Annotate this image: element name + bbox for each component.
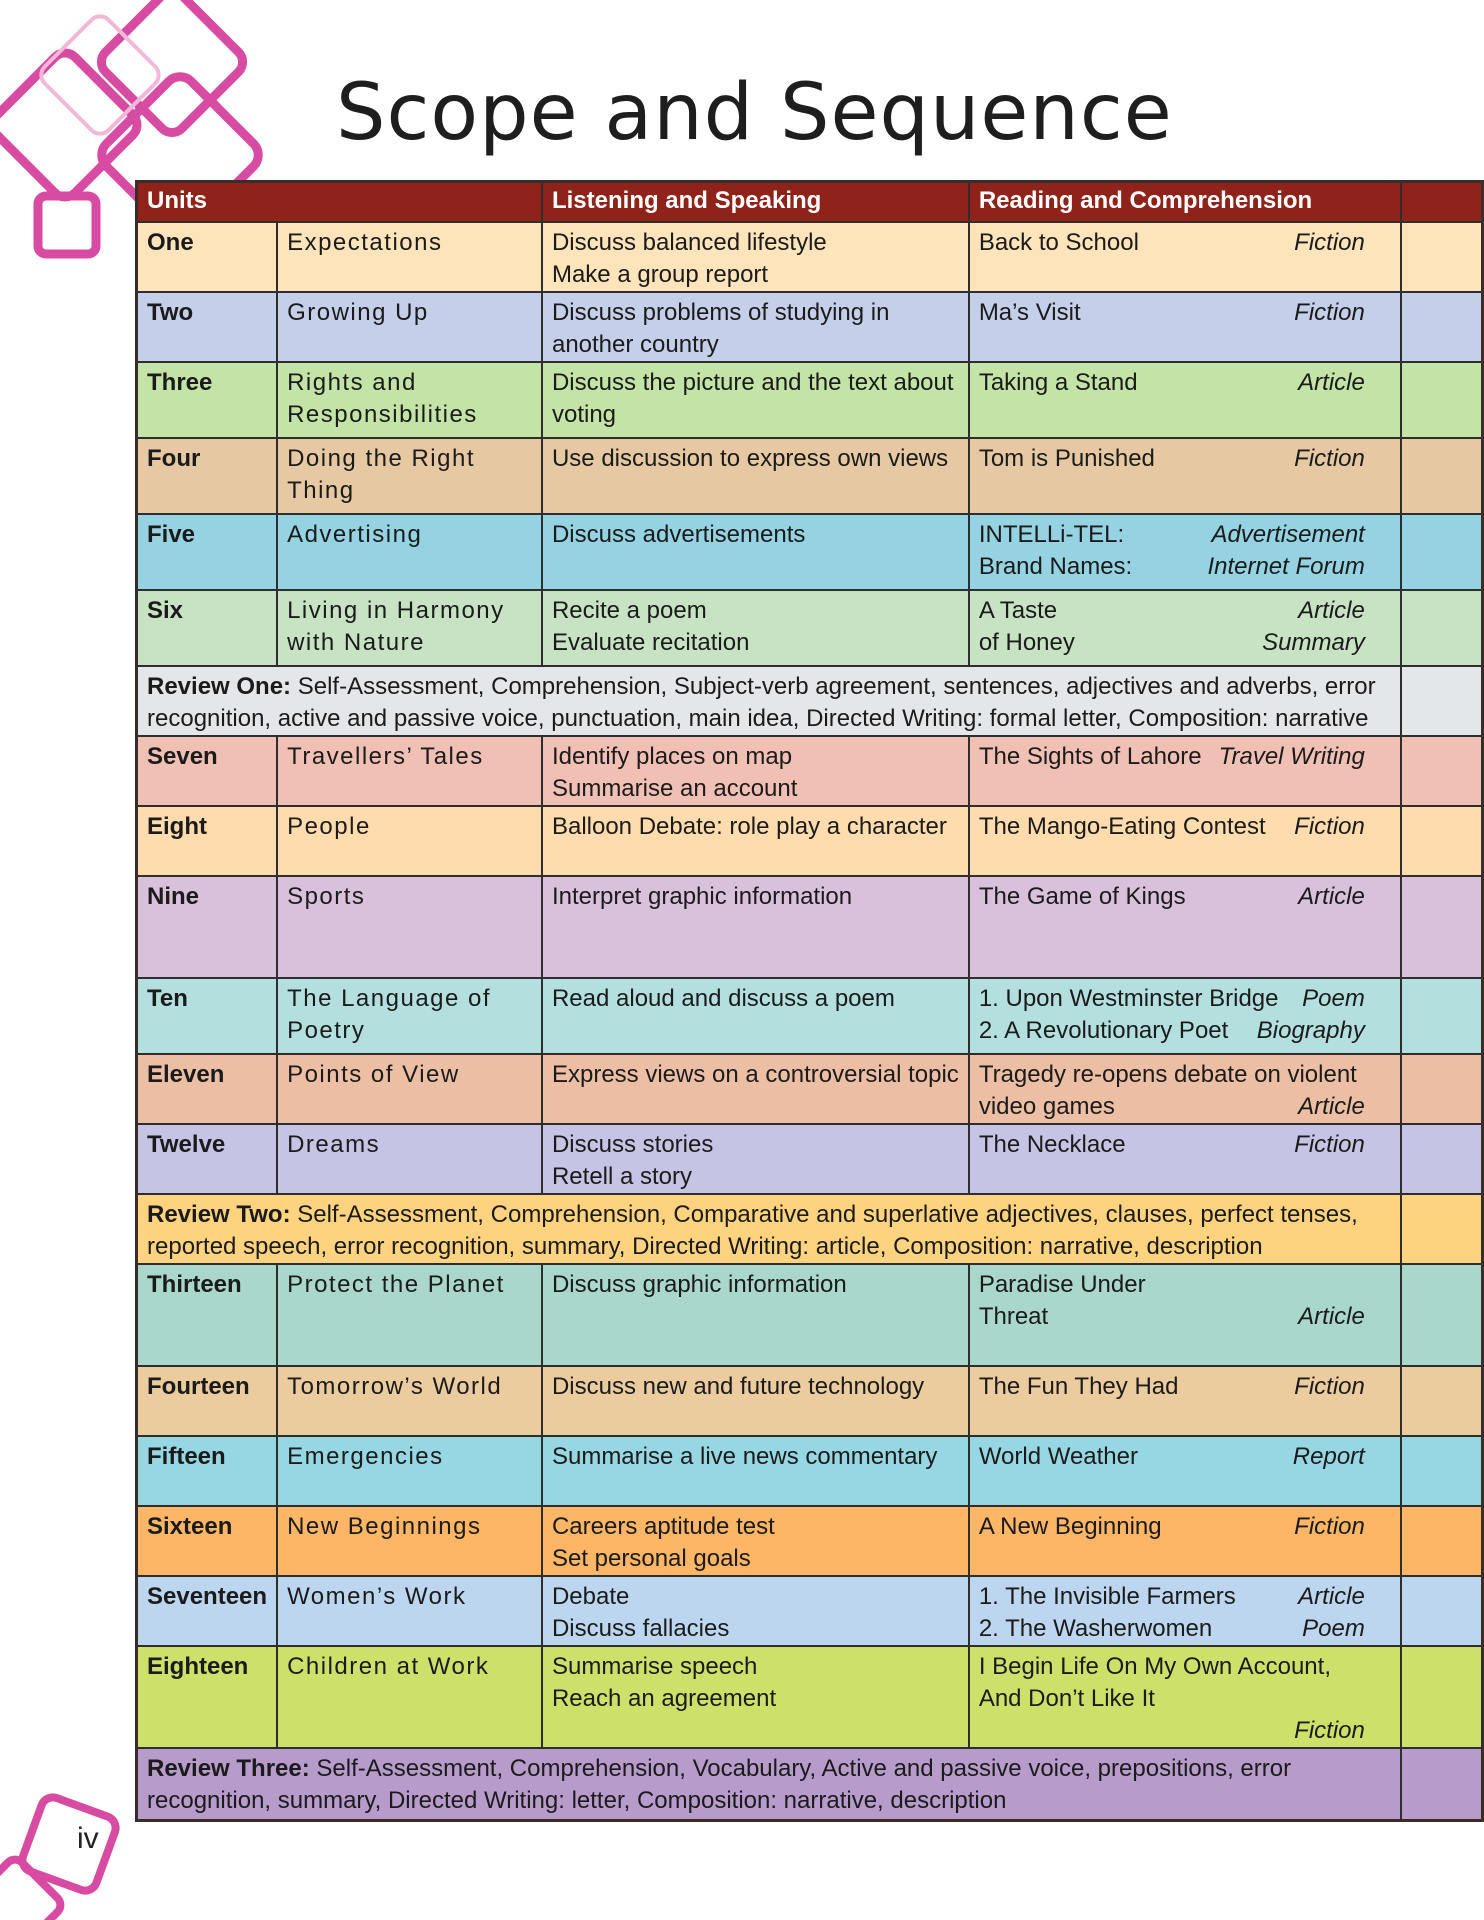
review-label: Review One: (147, 673, 292, 700)
reading-cell (969, 876, 1401, 978)
listening-speaking-cell (542, 1054, 969, 1124)
extra-column-cell (1401, 666, 1483, 736)
reading-title: I Begin Life On My Own Account, (978, 1653, 1331, 1680)
listening-item: Careers aptitude test (551, 1513, 775, 1540)
table-row (137, 1646, 1483, 1748)
reading-item (979, 881, 1391, 913)
unit-number: Ten (137, 978, 278, 1054)
unit-number: Five (137, 514, 278, 590)
reading-title: Paradise Under (978, 1271, 1146, 1298)
extra-column-cell (1401, 362, 1483, 438)
reading-cell (969, 978, 1401, 1054)
unit-theme: People (277, 806, 542, 876)
listening-item: Interpret graphic information (551, 883, 853, 910)
review-text: Self-Assessment, Comprehension, Subject-verb agreement, sentences, adjectives and adverbs, error recognition, active and passive voice, punctuation, main idea, Directed Writing: formal letter, Composition: narrative (147, 673, 1376, 732)
listening-item: Read aloud and discuss a poem (551, 985, 895, 1012)
reading-cell (969, 736, 1401, 806)
header-listening-speaking: Listening and Speaking (542, 182, 969, 223)
reading-title: Back to School (978, 229, 1139, 256)
reading-title: Ma’s Visit (978, 299, 1081, 326)
unit-theme-line: Thing (287, 477, 355, 504)
reading-cell (969, 362, 1401, 438)
unit-number: One (137, 222, 278, 292)
extra-column-cell (1401, 1366, 1483, 1436)
extra-column-cell (1401, 736, 1483, 806)
table-row (137, 292, 1483, 362)
listening-item: voting (551, 401, 617, 428)
reading-title: World Weather (978, 1443, 1138, 1470)
table-row (137, 1054, 1483, 1124)
unit-number: Fifteen (137, 1436, 278, 1506)
reading-title: of Honey (978, 629, 1075, 656)
extra-column-cell (1401, 978, 1483, 1054)
reading-item (979, 551, 1391, 583)
listening-item: Discuss balanced lifestyle (551, 229, 827, 256)
reading-item (979, 519, 1391, 551)
reading-item (979, 443, 1391, 475)
listening-speaking-cell (542, 222, 969, 292)
unit-theme: Advertising (277, 514, 542, 590)
reading-title: 1. Upon Westminster Bridge (978, 985, 1279, 1012)
reading-title: A Taste (978, 597, 1058, 624)
reading-item (979, 367, 1391, 399)
reading-cell (969, 222, 1401, 292)
reading-genre: Report (1292, 1443, 1365, 1470)
listening-speaking-cell (542, 292, 969, 362)
reading-genre: Advertisement (1211, 521, 1365, 548)
reading-item (979, 595, 1391, 627)
header-extra-column (1401, 182, 1483, 223)
reading-genre: Article (1298, 369, 1365, 396)
reading-item (979, 983, 1391, 1015)
unit-number: Six (137, 590, 278, 666)
table-header-row (137, 182, 1483, 223)
reading-item (979, 227, 1391, 259)
listening-item: Balloon Debate: role play a character (551, 813, 947, 840)
extra-column-cell (1401, 1264, 1483, 1366)
listening-item: another country (551, 331, 719, 358)
listening-speaking-cell (542, 876, 969, 978)
header-reading-comprehension: Reading and Comprehension (969, 182, 1401, 223)
reading-item (979, 1059, 1391, 1091)
extra-column-cell (1401, 1054, 1483, 1124)
unit-theme: Protect the Planet (277, 1264, 542, 1366)
reading-genre: Biography (1256, 1017, 1365, 1044)
reading-cell (969, 1264, 1401, 1366)
unit-number: Nine (137, 876, 278, 978)
unit-number: Twelve (137, 1124, 278, 1194)
unit-theme: New Beginnings (277, 1506, 542, 1576)
unit-theme-line: Responsibilities (287, 401, 478, 428)
reading-cell (969, 1646, 1401, 1748)
listening-item: Summarise an account (551, 775, 798, 802)
unit-number: Three (137, 362, 278, 438)
reading-item (979, 1651, 1391, 1683)
extra-column-cell (1401, 438, 1483, 514)
table-row (137, 590, 1483, 666)
extra-column-cell (1401, 876, 1483, 978)
reading-item (979, 1371, 1391, 1403)
reading-genre: Fiction (1294, 813, 1365, 840)
reading-title: The Fun They Had (978, 1373, 1179, 1400)
listening-item: Discuss stories (551, 1131, 714, 1158)
listening-item: Debate (551, 1583, 630, 1610)
review-text: Self-Assessment, Comprehension, Vocabulary, Active and passive voice, prepositions, error recognition, summary, Directed Writing: letter, Composition: narrative, description (147, 1755, 1292, 1814)
extra-column-cell (1401, 1194, 1483, 1264)
table-row (137, 1124, 1483, 1194)
listening-speaking-cell (542, 514, 969, 590)
reading-cell (969, 1054, 1401, 1124)
reading-cell (969, 438, 1401, 514)
reading-title: 1. The Invisible Farmers (978, 1583, 1236, 1610)
listening-speaking-cell (542, 1646, 969, 1748)
reading-title: Threat (978, 1303, 1049, 1330)
reading-item (979, 297, 1391, 329)
reading-genre: Fiction (1294, 1513, 1365, 1540)
reading-item (979, 1441, 1391, 1473)
review-cell (137, 1194, 1401, 1264)
reading-title: video games (978, 1093, 1115, 1120)
reading-cell (969, 806, 1401, 876)
reading-genre (1357, 1269, 1391, 1301)
extra-column-cell (1401, 806, 1483, 876)
extra-column-cell (1401, 292, 1483, 362)
table-row (137, 1576, 1483, 1646)
listening-speaking-cell (542, 806, 969, 876)
listening-item: Discuss problems of studying in (551, 299, 890, 326)
reading-item (979, 1129, 1391, 1161)
unit-number: Eight (137, 806, 278, 876)
page-title: Scope and Sequence (336, 68, 1173, 158)
unit-theme: Women’s Work (277, 1576, 542, 1646)
unit-theme-line: Doing the Right (287, 445, 475, 472)
reading-genre: Travel Writing (1218, 743, 1365, 770)
unit-theme: Dreams (277, 1124, 542, 1194)
reading-title: Tom is Punished (978, 445, 1155, 472)
reading-genre: Fiction (1294, 299, 1365, 326)
unit-theme: Expectations (277, 222, 542, 292)
extra-column-cell (1401, 1436, 1483, 1506)
reading-genre: Article (1298, 1583, 1365, 1610)
listening-speaking-cell (542, 1124, 969, 1194)
reading-item (979, 1613, 1391, 1645)
listening-speaking-cell (542, 1366, 969, 1436)
reading-genre: Fiction (1294, 445, 1365, 472)
reading-genre: Fiction (1294, 1717, 1365, 1744)
listening-item: Set personal goals (551, 1545, 751, 1572)
review-label: Review Two: (147, 1201, 291, 1228)
decorative-squares-bottom (0, 1780, 140, 1920)
extra-column-cell (1401, 1646, 1483, 1748)
reading-item (979, 1269, 1391, 1301)
reading-genre: Poem (1302, 985, 1365, 1012)
reading-genre: Fiction (1294, 1373, 1365, 1400)
extra-column-cell (1401, 1506, 1483, 1576)
listening-item: Express views on a controversial topic (551, 1061, 959, 1088)
unit-number: Seventeen (137, 1576, 278, 1646)
table-row (137, 978, 1483, 1054)
reading-title: A New Beginning (978, 1513, 1162, 1540)
reading-title: And Don’t Like It (978, 1685, 1155, 1712)
listening-speaking-cell (542, 978, 969, 1054)
unit-theme (277, 590, 542, 666)
reading-genre: Summary (1262, 629, 1365, 656)
listening-item: Identify places on map (551, 743, 793, 770)
listening-item: Use discussion to express own views (551, 445, 949, 472)
header-units: Units (137, 182, 542, 223)
unit-number: Eighteen (137, 1646, 278, 1748)
reading-title: The Sights of Lahore (978, 743, 1202, 770)
listening-item: Reach an agreement (551, 1685, 777, 1712)
unit-number: Fourteen (137, 1366, 278, 1436)
listening-item: Discuss fallacies (551, 1615, 730, 1642)
reading-item (979, 1301, 1391, 1333)
table-row (137, 362, 1483, 438)
reading-title: Tragedy re-opens debate on violent (978, 1061, 1357, 1088)
reading-cell (969, 590, 1401, 666)
extra-column-cell (1401, 222, 1483, 292)
unit-number: Two (137, 292, 278, 362)
reading-item (979, 1015, 1391, 1047)
reading-cell (969, 292, 1401, 362)
listening-item: Discuss advertisements (551, 521, 806, 548)
reading-item (979, 1715, 1391, 1747)
table-row (137, 876, 1483, 978)
review-cell (137, 1748, 1401, 1820)
reading-title: Brand Names: (978, 553, 1133, 580)
reading-item (979, 627, 1391, 659)
listening-speaking-cell (542, 362, 969, 438)
unit-theme-line: Living in Harmony (287, 597, 505, 624)
listening-item: Discuss graphic information (551, 1271, 847, 1298)
table-row (137, 1506, 1483, 1576)
listening-item: Discuss the picture and the text about (551, 369, 954, 396)
reading-item (979, 741, 1391, 773)
listening-item: Discuss new and future technology (551, 1373, 925, 1400)
unit-theme: Points of View (277, 1054, 542, 1124)
extra-column-cell (1401, 1748, 1483, 1820)
reading-genre: Article (1298, 597, 1365, 624)
unit-theme (277, 438, 542, 514)
reading-genre (1357, 1651, 1391, 1683)
listening-speaking-cell (542, 1264, 969, 1366)
table-row (137, 438, 1483, 514)
listening-speaking-cell (542, 736, 969, 806)
listening-speaking-cell (542, 590, 969, 666)
extra-column-cell (1401, 1124, 1483, 1194)
listening-item: Evaluate recitation (551, 629, 750, 656)
reading-cell (969, 514, 1401, 590)
unit-theme: Sports (277, 876, 542, 978)
reading-genre (1357, 1059, 1391, 1091)
unit-theme (277, 978, 542, 1054)
reading-item (979, 1683, 1391, 1715)
reading-genre: Article (1298, 1303, 1365, 1330)
table-row (137, 1264, 1483, 1366)
table-row (137, 806, 1483, 876)
reading-genre: Article (1298, 1093, 1365, 1120)
reading-genre (1357, 1683, 1391, 1715)
reading-item (979, 1511, 1391, 1543)
unit-theme (277, 362, 542, 438)
reading-genre: Article (1298, 883, 1365, 910)
unit-number: Four (137, 438, 278, 514)
listening-item: Summarise speech (551, 1653, 758, 1680)
reading-cell (969, 1576, 1401, 1646)
unit-theme: Children at Work (277, 1646, 542, 1748)
reading-item (979, 1091, 1391, 1123)
review-cell (137, 666, 1401, 736)
table-row (137, 222, 1483, 292)
reading-cell (969, 1506, 1401, 1576)
extra-column-cell (1401, 514, 1483, 590)
page-number: iv (77, 1822, 99, 1855)
reading-title: The Necklace (978, 1131, 1126, 1158)
unit-theme: Travellers’ Tales (277, 736, 542, 806)
unit-theme-line: Poetry (287, 1017, 366, 1044)
reading-title: INTELLi-TEL: (978, 521, 1125, 548)
reading-genre: Poem (1302, 1615, 1365, 1642)
table-row (137, 736, 1483, 806)
listening-speaking-cell (542, 1576, 969, 1646)
reading-genre: Internet Forum (1207, 553, 1365, 580)
reading-cell (969, 1124, 1401, 1194)
unit-theme-line: The Language of (287, 985, 492, 1012)
reading-title: The Game of Kings (978, 883, 1186, 910)
listening-item: Make a group report (551, 261, 769, 288)
unit-theme: Growing Up (277, 292, 542, 362)
unit-number: Eleven (137, 1054, 278, 1124)
reading-title: The Mango-Eating Contest (978, 813, 1266, 840)
reading-item (979, 811, 1391, 843)
scope-and-sequence-table (135, 180, 1484, 1822)
unit-theme-line: Rights and (287, 369, 417, 396)
review-row (137, 666, 1483, 736)
reading-genre: Fiction (1294, 1131, 1365, 1158)
unit-number: Thirteen (137, 1264, 278, 1366)
listening-speaking-cell (542, 1436, 969, 1506)
table-row (137, 1436, 1483, 1506)
reading-cell (969, 1436, 1401, 1506)
listening-item: Summarise a live news commentary (551, 1443, 938, 1470)
review-text: Self-Assessment, Comprehension, Comparative and superlative adjectives, clauses, perfect tenses, reported speech, error recognition, summary, Directed Writing: article, Composition: narrative, description (147, 1201, 1358, 1260)
unit-theme: Tomorrow’s World (277, 1366, 542, 1436)
reading-title: 2. A Revolutionary Poet (978, 1017, 1229, 1044)
reading-title: 2. The Washerwomen (978, 1615, 1213, 1642)
unit-theme: Emergencies (277, 1436, 542, 1506)
review-row (137, 1194, 1483, 1264)
reading-title: Taking a Stand (978, 369, 1138, 396)
unit-theme-line: with Nature (287, 629, 425, 656)
reading-cell (969, 1366, 1401, 1436)
listening-item: Recite a poem (551, 597, 707, 624)
extra-column-cell (1401, 590, 1483, 666)
review-label: Review Three: (147, 1755, 310, 1782)
table-row (137, 514, 1483, 590)
unit-number: Seven (137, 736, 278, 806)
listening-speaking-cell (542, 438, 969, 514)
review-row (137, 1748, 1483, 1820)
reading-genre: Fiction (1294, 229, 1365, 256)
listening-item: Retell a story (551, 1163, 693, 1190)
table-row (137, 1366, 1483, 1436)
unit-number: Sixteen (137, 1506, 278, 1576)
reading-item (979, 1581, 1391, 1613)
extra-column-cell (1401, 1576, 1483, 1646)
listening-speaking-cell (542, 1506, 969, 1576)
